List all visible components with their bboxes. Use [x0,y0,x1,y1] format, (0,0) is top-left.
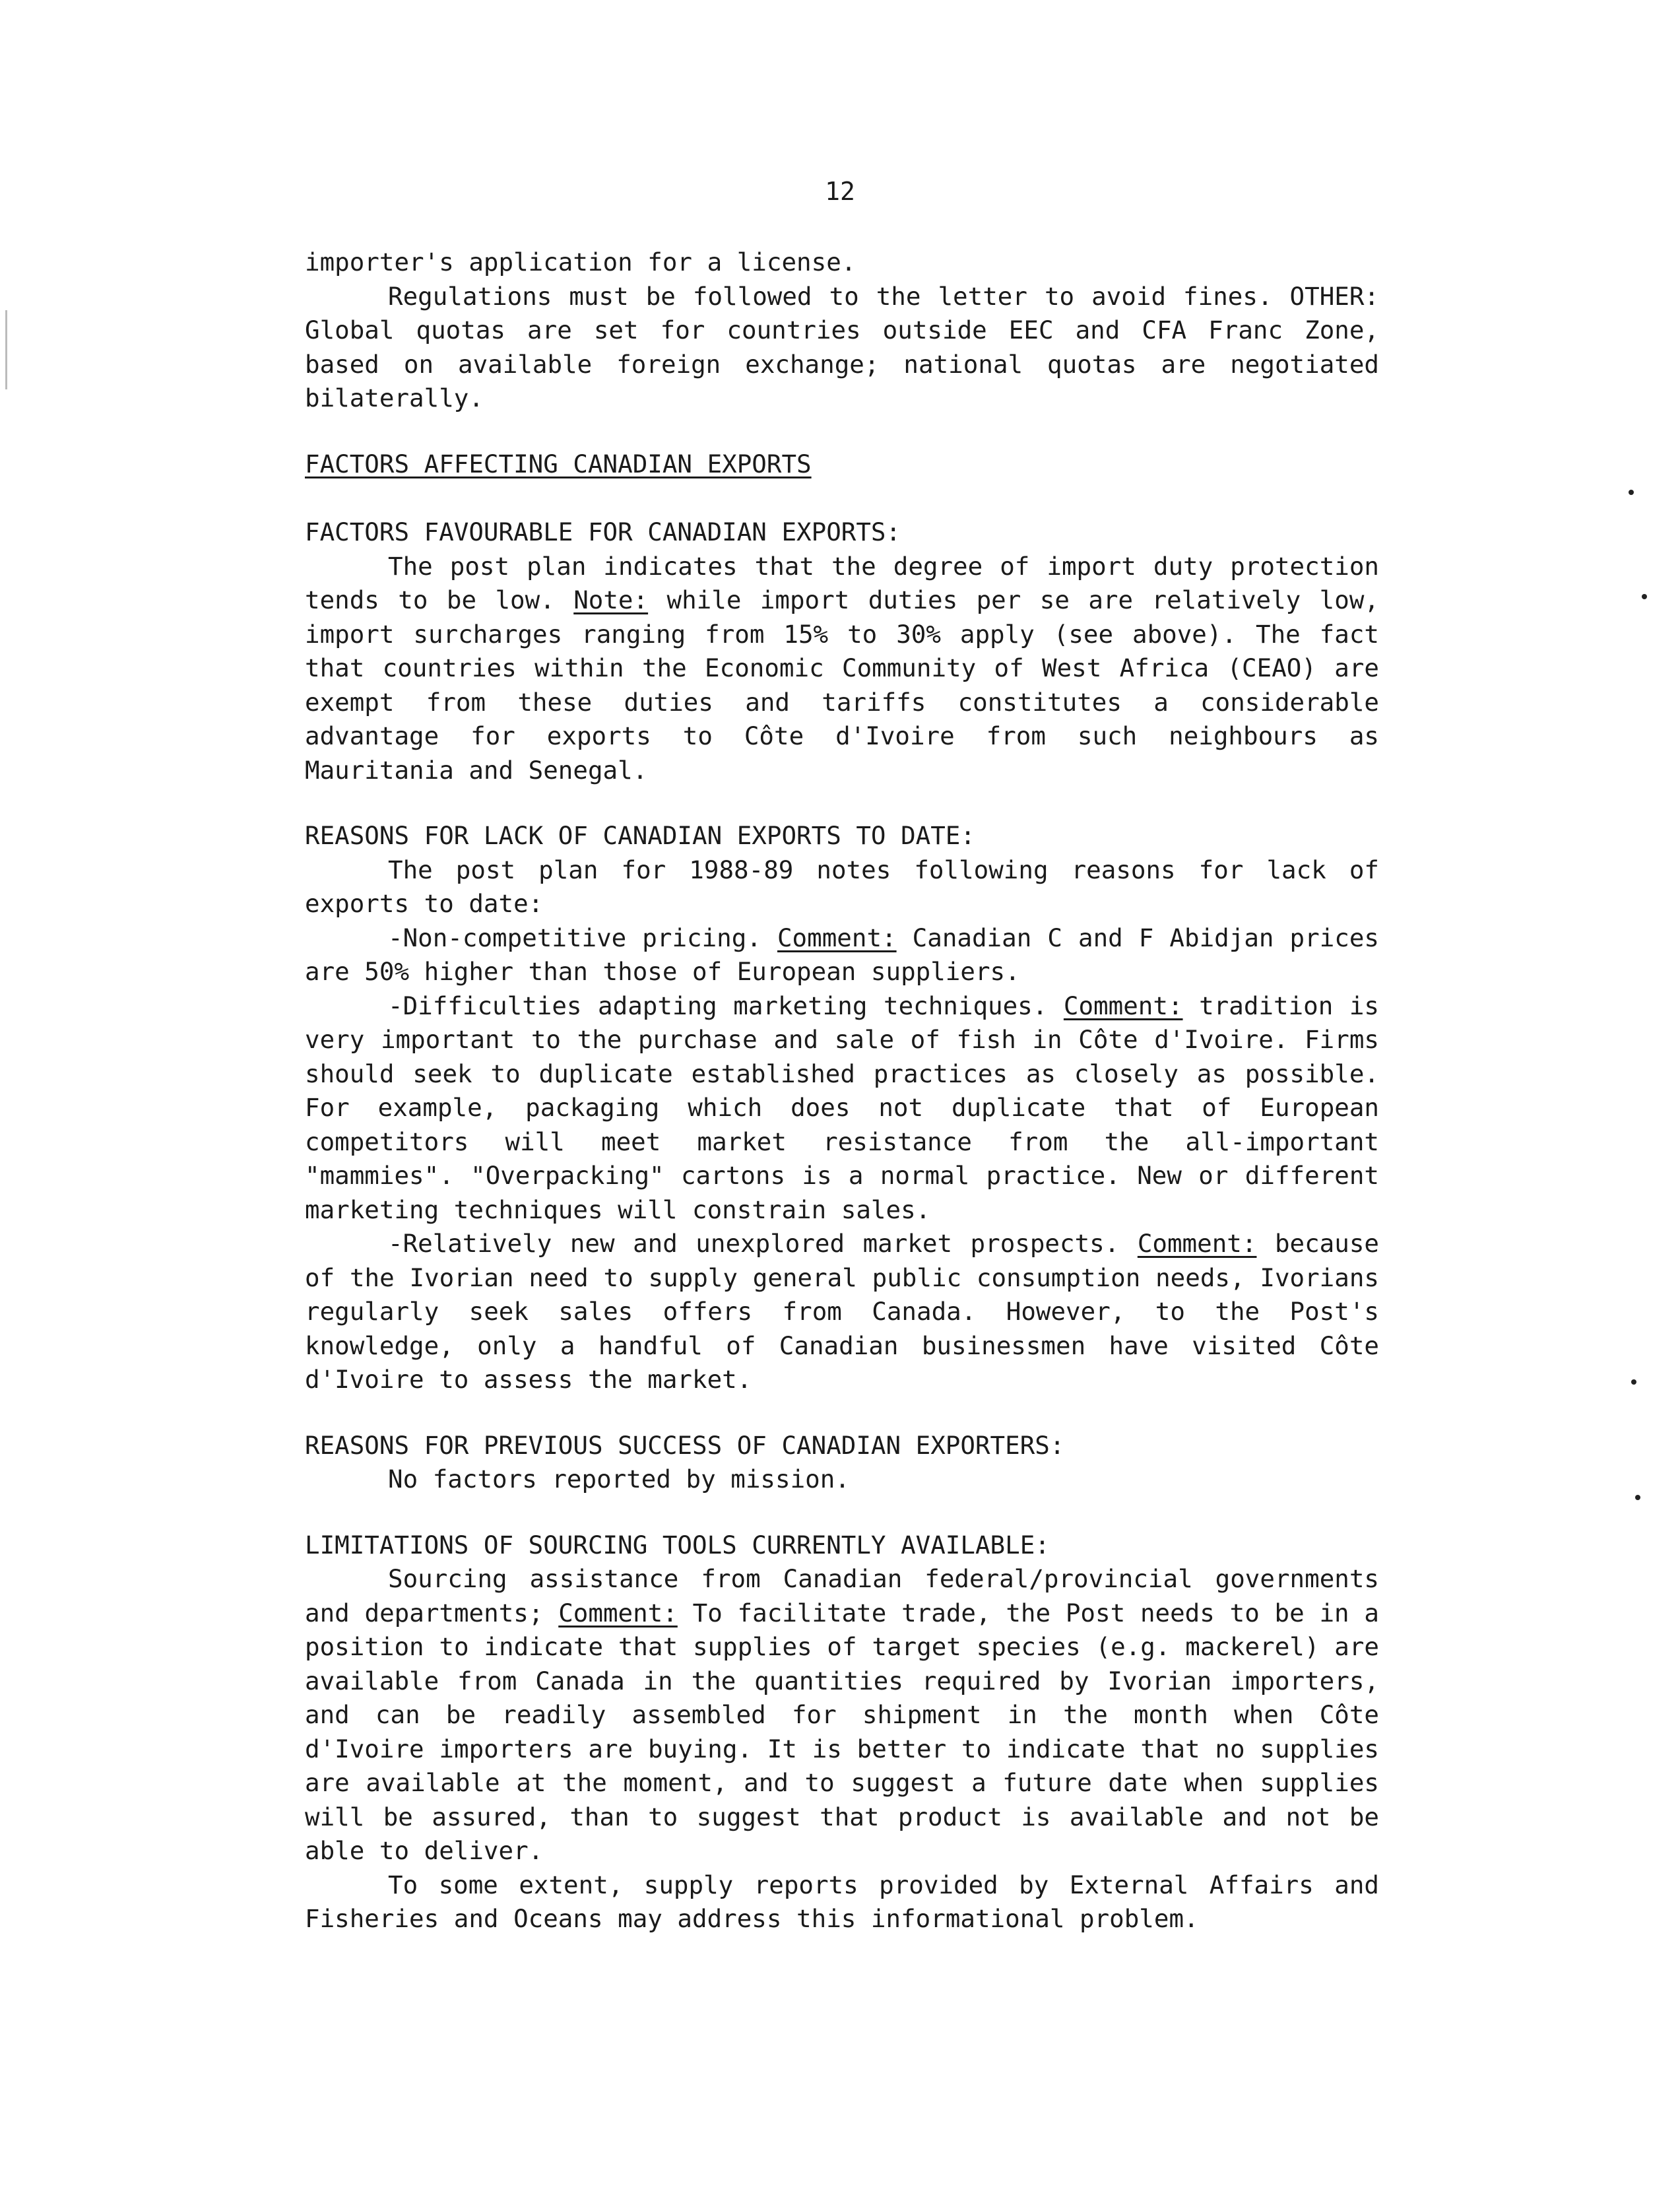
subheading-favourable: FACTORS FAVOURABLE FOR CANADIAN EXPORTS: [305,517,901,546]
comment-label: Comment: [1137,1229,1257,1258]
paragraph-market-prospects: -Relatively new and unexplored market prospects. Comment: because of the Ivorian need to supply general public consumption needs, Ivorians regularly seek sales offers from Canada. However, to the Post's knowledge, only a handful of Canadian businessmen have visited Côte d'Ivoire to assess the market. [305,1229,1379,1394]
page-number: 12 [825,177,855,206]
scan-speck [1629,490,1634,495]
scan-speck [1631,1379,1636,1385]
paragraph-pricing: -Non-competitive pricing. Comment: Canadian C and F Abidjan prices are 50% higher than those of European suppliers. [305,923,1379,986]
paragraph-post-plan-duty: The post plan indicates that the degree of import duty protection tends to be low. Note: while import duties per se are relatively low, import surcharges ranging from 15% to 30% apply (see above). The fact that countries within the Economic Community of West Africa (CEAO) are exempt from these duties and tariffs constitutes a considerable advantage for exports to Côte d'Ivoire from such neighbours as Mauritania and Senegal. [305,551,1379,785]
paragraph-license-continuation: importer's application for a license. [305,247,856,277]
paragraph-no-factors: No factors reported by mission. [388,1464,850,1494]
paragraph-supply-reports: To some extent, supply reports provided by External Affairs and Fisheries and Oceans may address this informational problem. [305,1870,1379,1933]
subheading-lack-of-exports: REASONS FOR LACK OF CANADIAN EXPORTS TO DATE: [305,821,975,850]
note-label: Note: [573,585,649,614]
paragraph-sourcing-assistance: Sourcing assistance from Canadian federal/provincial governments and departments; Comment: To facilitate trade, the Post needs to be in a position to indicate that supplies of target species (e.g. mackerel) are available from Canada in the quantities required by Ivorian importers, and can be readily assembled for shipment in the month when Côte d'Ivoire importers are buying. It is better to indicate that no supplies are available at the moment, and to suggest a future date when supplies will be assured, than to suggest that product is available and not be able to deliver. [305,1564,1379,1865]
scan-speck [1635,1495,1640,1500]
scan-speck [1642,594,1647,599]
scan-margin-line [5,310,7,389]
subheading-previous-success: REASONS FOR PREVIOUS SUCCESS OF CANADIAN EXPORTERS: [305,1430,1065,1460]
paragraph-post-plan-reasons: The post plan for 1988-89 notes following reasons for lack of exports to date: [305,855,1379,918]
comment-label: Comment: [1063,991,1183,1020]
section-heading-factors: FACTORS AFFECTING CANADIAN EXPORTS [305,449,812,478]
subheading-sourcing-tools: LIMITATIONS OF SOURCING TOOLS CURRENTLY AVAILABLE: [305,1530,1050,1560]
comment-label: Comment: [558,1598,678,1628]
comment-label: Comment: [777,923,897,952]
document-body [305,246,1379,1936]
paragraph-marketing: -Difficulties adapting marketing techniques. Comment: tradition is very important to the purchase and sale of fish in Côte d'Ivoire. Firms should seek to duplicate established practices as closely as possible. For example, packaging which does not duplicate that of European competitors will meet market resistance from the all-important "mammies". "Overpacking" cartons is a normal practice. New or different marketing techniques will constrain sales. [305,991,1379,1224]
paragraph-regulations: Regulations must be followed to the letter to avoid fines. OTHER: Global quotas are set for countries outside EEC and CFA Franc Zone, based on available foreign exchange; national quotas are negotiated bilaterally. [305,281,1379,412]
